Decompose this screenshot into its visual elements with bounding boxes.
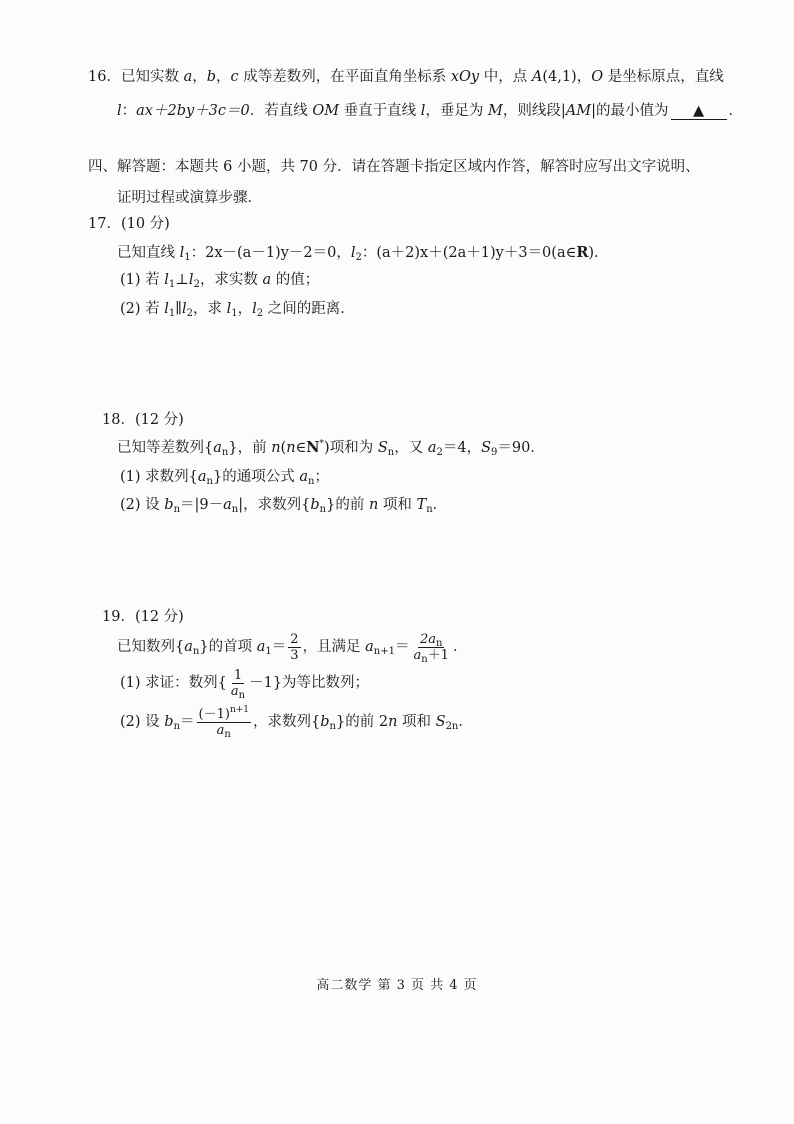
- q17-part2: (2) 若 $l_1\parallel l_2$，求 $l_1$，$l_2$ 之间的距离．: [120, 301, 355, 319]
- fraction-recurrence: $\frac{2a_n}{a_n+1}$: [413, 631, 449, 665]
- fraction-two-thirds: $\frac{2}{3}$: [290, 631, 299, 663]
- q18-part1: (1) 求数列$\{a_n\}$的通项公式 $a_n$；: [120, 469, 329, 487]
- page-footer: 高二数学 第 3 页 共 4 页: [316, 978, 478, 993]
- q16-line1: 16．已知实数 a，b，c 成等差数列，在平面直角坐标系 xOy 中，点 A(4,1)，O 是坐标原点，直线: [88, 69, 724, 85]
- fraction-alternating: $\frac{(-1)^{n+1}}{a_n}$: [198, 704, 250, 740]
- section4-line2: 证明过程或演算步骤．: [117, 190, 262, 206]
- q19-stem: 已知数列$\{a_n\}$的首项 $a_1=$ $\frac{2}{3}$ ，且满足 $a_{n+1}=$ $\frac{2a_n}{a_n+1}$ ．: [117, 631, 468, 665]
- q17-heading: 17．(10 分): [88, 216, 170, 232]
- q19-heading: 19．(12 分): [102, 609, 184, 625]
- q18-stem: 已知等差数列$\{a_n\}$，前 n(n∈N*)项和为 $S_n$，又 $a_2=4$，$S_9=90$．: [117, 439, 545, 458]
- q16-line2: l：ax＋2by＋3c＝0．若直线 OM 垂直于直线 l，垂足为 M，则线段|AM|的最小值为 ▲ ．: [117, 103, 744, 119]
- q19-part1: (1) 求证：数列{ $\frac{1}{a_n}$ －1}为等比数列；: [120, 667, 370, 701]
- q18-part2: (2) 设 $b_n=|9-a_n|$，求数列$\{b_n\}$的前 n 项和 $T_n$．: [120, 497, 448, 515]
- q17-part1: (1) 若 $l_1\perp l_2$，求实数 a 的值；: [120, 272, 320, 290]
- q18-heading: 18．(12 分): [102, 412, 184, 428]
- answer-blank: ▲: [671, 103, 727, 120]
- q19-part2: (2) 设 $b_n=$ $\frac{(-1)^{n+1}}{a_n}$ ，求数列$\{b_n\}$的前 2n 项和 $S_{2n}$．: [120, 704, 473, 740]
- section4-line1: 四、解答题：本题共 6 小题，共 70 分．请在答题卡指定区域内作答，解答时应写出文字说明、: [88, 159, 700, 175]
- q17-stem: 已知直线 $l_1$：2x－(a－1)y－2＝0，$l_2$：(a＋2)x＋(2a＋1)y＋3＝0(a∈R)．: [117, 244, 609, 263]
- fraction-reciprocal: $\frac{1}{a_n}$: [230, 667, 246, 701]
